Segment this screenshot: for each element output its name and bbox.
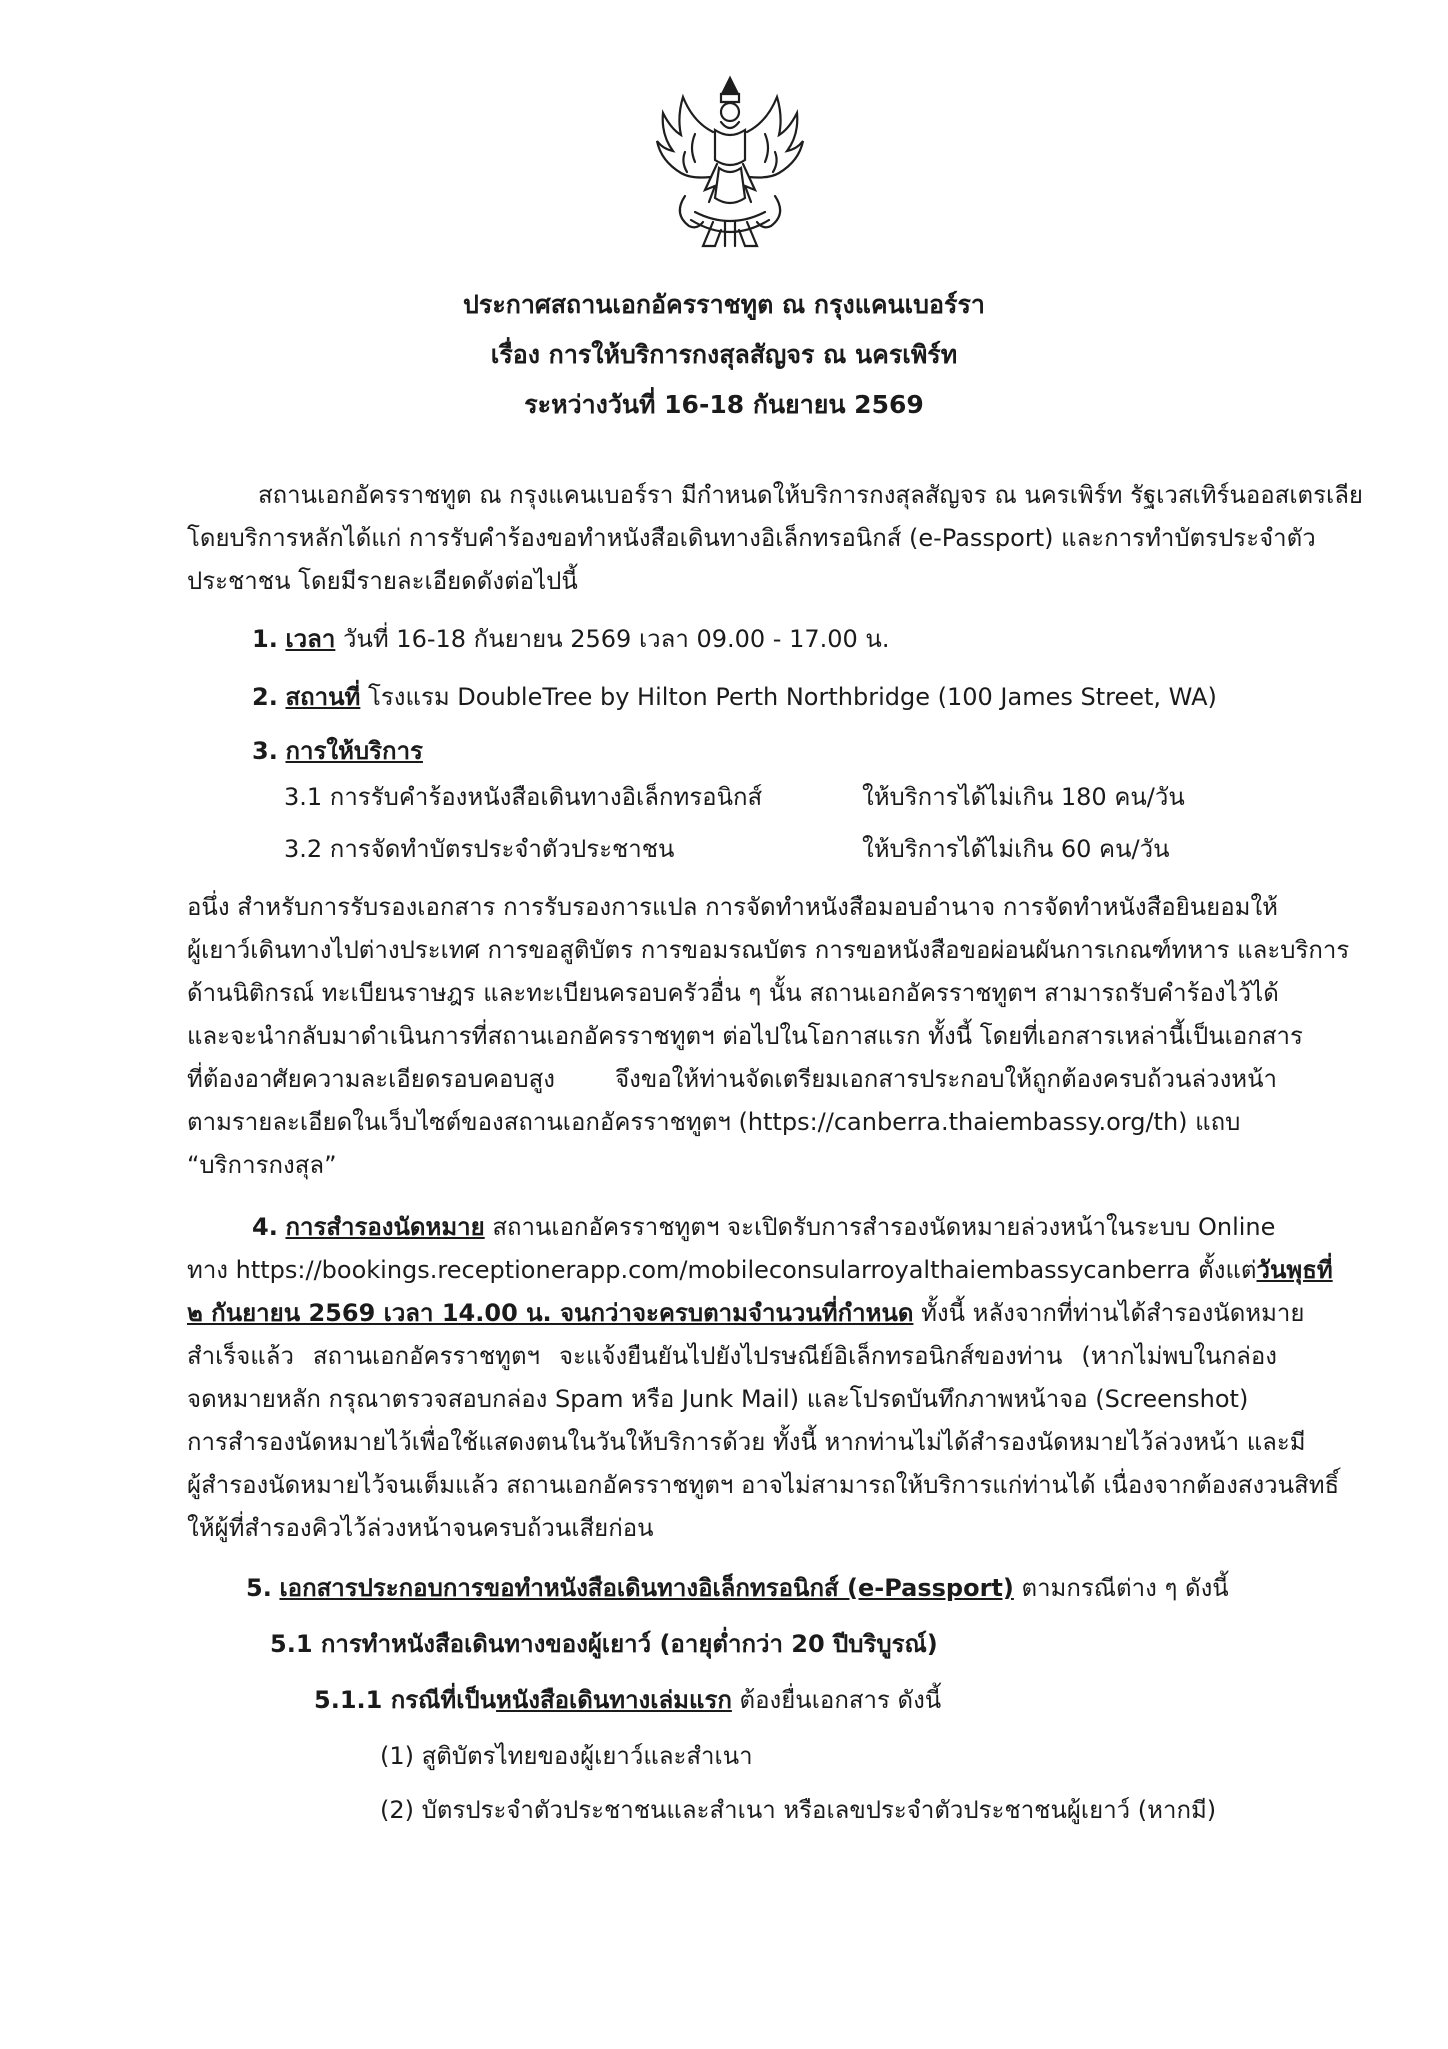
item-4-text: สถานเอกอัครราชทูตฯ จะเปิดรับการสำรองนัดหมายล่วงหน้าในระบบ Online <box>484 1213 1276 1241</box>
section-5-1-1-text: ต้องยื่นเอกสาร ดังนี้ <box>731 1686 942 1714</box>
note-line-1: อนึ่ง สำหรับการรับรองเอกสาร การรับรองการแปล การจัดทำหนังสือมอบอำนาจ การจัดทำหนังสือยินยอมให้ <box>187 893 1279 921</box>
item-5-documents <box>246 1571 1229 1605</box>
note-line-7: “บริการกงสุล” <box>187 1151 337 1179</box>
item-2-label: สถานที่ <box>285 683 361 711</box>
item-3-label: การให้บริการ <box>285 737 423 765</box>
booking-line-3 <box>187 1296 1304 1330</box>
title-line-3: ระหว่างวันที่ 16-18 กันยายน 2569 <box>524 390 924 419</box>
intro-line-2: โดยบริการหลักได้แก่ การรับคำร้องขอทำหนังสือเดินทางอิเล็กทรอนิกส์ (e-Passport) และการทำบัตรประจำตัว <box>187 524 1316 552</box>
section-5-1-1-prefix: 5.1.1 กรณีที่เป็น <box>314 1686 497 1714</box>
item-5-text: ตามกรณีต่าง ๆ ดังนี้ <box>1013 1574 1229 1602</box>
item-4-booking <box>252 1210 1275 1244</box>
booking-line-5: จดหมายหลัก กรุณาตรวจสอบกล่อง Spam หรือ Junk Mail) และโปรดบันทึกภาพหน้าจอ (Screenshot) <box>187 1385 1249 1413</box>
garuda-emblem-icon <box>655 72 805 252</box>
document-item: (1) สูติบัตรไทยของผู้เยาว์และสำเนา <box>380 1742 753 1770</box>
service-row-limit: ให้บริการได้ไม่เกิน 60 คน/วัน <box>862 835 1170 863</box>
item-3-number: 3. <box>252 737 278 765</box>
booking-line-2 <box>187 1253 1333 1287</box>
first-passport-label: หนังสือเดินทางเล่มแรก <box>496 1686 732 1714</box>
item-2-number: 2. <box>252 683 278 711</box>
note-line-5: ที่ต้องอาศัยความละเอียดรอบคอบสูง จึงขอให้ท่านจัดเตรียมเอกสารประกอบให้ถูกต้องครบถ้วนล่วงหน้า <box>187 1065 1277 1093</box>
item-5-label: เอกสารประกอบการขอทำหนังสือเดินทางอิเล็กทรอนิกส์ (e-Passport) <box>279 1574 1014 1602</box>
note-line-2: ผู้เยาว์เดินทางไปต่างประเทศ การขอสูติบัตร การขอมรณบัตร การขอหนังสือขอผ่อนผันการเกณฑ์ทหาร และบริการ <box>187 936 1350 964</box>
booking-line-4: สำเร็จแล้ว สถานเอกอัครราชทูตฯ จะแจ้งยืนยันไปยังไปรษณีย์อิเล็กทรอนิกส์ของท่าน (หากไม่พบในกล่อง <box>187 1342 1277 1370</box>
section-5-1-heading: 5.1 การทำหนังสือเดินทางของผู้เยาว์ (อายุต่ำกว่า 20 ปีบริบูรณ์) <box>270 1630 938 1658</box>
title-line-2: เรื่อง การให้บริการกงสุลสัญจร ณ นครเพิร์ท <box>490 340 958 369</box>
service-row-limit: ให้บริการได้ไม่เกิน 180 คน/วัน <box>862 783 1185 811</box>
item-1-text: วันที่ 16-18 กันยายน 2569 เวลา 09.00 - 17.00 น. <box>335 625 890 653</box>
note-line-3: ด้านนิติกรณ์ ทะเบียนราษฎร และทะเบียนครอบครัวอื่น ๆ นั้น สถานเอกอัครราชทูตฯ สามารถรับคำร้องไว้ได้ <box>187 979 1279 1007</box>
booking-line-3-text: ทั้งนี้ หลังจากที่ท่านได้สำรองนัดหมาย <box>913 1299 1305 1327</box>
item-4-label: การสำรองนัดหมาย <box>285 1213 485 1241</box>
item-4-number: 4. <box>252 1213 278 1241</box>
note-line-4: และจะนำกลับมาดำเนินการที่สถานเอกอัครราชทูตฯ ต่อไปในโอกาสแรก ทั้งนี้ โดยที่เอกสารเหล่านี้เป็นเอกสาร <box>187 1022 1303 1050</box>
booking-line-8: ให้ผู้ที่สำรองคิวไว้ล่วงหน้าจนครบถ้วนเสียก่อน <box>187 1514 654 1542</box>
intro-line-1: สถานเอกอัครราชทูต ณ กรุงแคนเบอร์รา มีกำหนดให้บริการกงสุลสัญจร ณ นครเพิร์ท รัฐเวสเทิร์นออสเตรเลีย <box>258 481 1363 509</box>
intro-line-3: ประชาชน โดยมีรายละเอียดดังต่อไปนี้ <box>187 567 578 595</box>
booking-line-6: การสำรองนัดหมายไว้เพื่อใช้แสดงตนในวันให้บริการด้วย ทั้งนี้ หากท่านไม่ได้สำรองนัดหมายไว้ล่วงหน้า และมี <box>187 1428 1306 1456</box>
item-2-text: โรงแรม DoubleTree by Hilton Perth Northbridge (100 James Street, WA) <box>360 683 1217 711</box>
document-item: (2) บัตรประจำตัวประชาชนและสำเนา หรือเลขประจำตัวประชาชนผู้เยาว์ (หากมี) <box>380 1796 1217 1824</box>
section-5-1-1-heading <box>314 1683 941 1717</box>
booking-line-7: ผู้สำรองนัดหมายไว้จนเต็มแล้ว สถานเอกอัครราชทูตฯ อาจไม่สามารถให้บริการแก่ท่านได้ เนื่องจากต้องสงวนสิทธิ์ <box>187 1471 1340 1499</box>
booking-open-date: วันพุธที่ <box>1256 1256 1333 1284</box>
title-line-1: ประกาศสถานเอกอัครราชทูต ณ กรุงแคนเบอร์รา <box>463 290 985 319</box>
booking-open-time: ๒ กันยายน 2569 เวลา 14.00 น. จนกว่าจะครบตามจำนวนที่กำหนด <box>187 1299 914 1327</box>
service-row-name: 3.2 การจัดทำบัตรประจำตัวประชาชน <box>284 835 675 863</box>
item-1-time <box>252 622 889 656</box>
item-3-services <box>252 734 423 768</box>
booking-url-text: ทาง https://bookings.receptionerapp.com/mobileconsularroyalthaiembassycanberra ตั้งแต่ <box>187 1256 1257 1284</box>
item-1-label: เวลา <box>285 625 336 653</box>
note-line-6: ตามรายละเอียดในเว็บไซต์ของสถานเอกอัครราชทูตฯ (https://canberra.thaiembassy.org/th) แถบ <box>187 1108 1241 1136</box>
service-row-name: 3.1 การรับคำร้องหนังสือเดินทางอิเล็กทรอนิกส์ <box>284 783 763 811</box>
item-1-number: 1. <box>252 625 278 653</box>
item-2-location <box>252 680 1217 714</box>
item-5-number: 5. <box>246 1574 272 1602</box>
